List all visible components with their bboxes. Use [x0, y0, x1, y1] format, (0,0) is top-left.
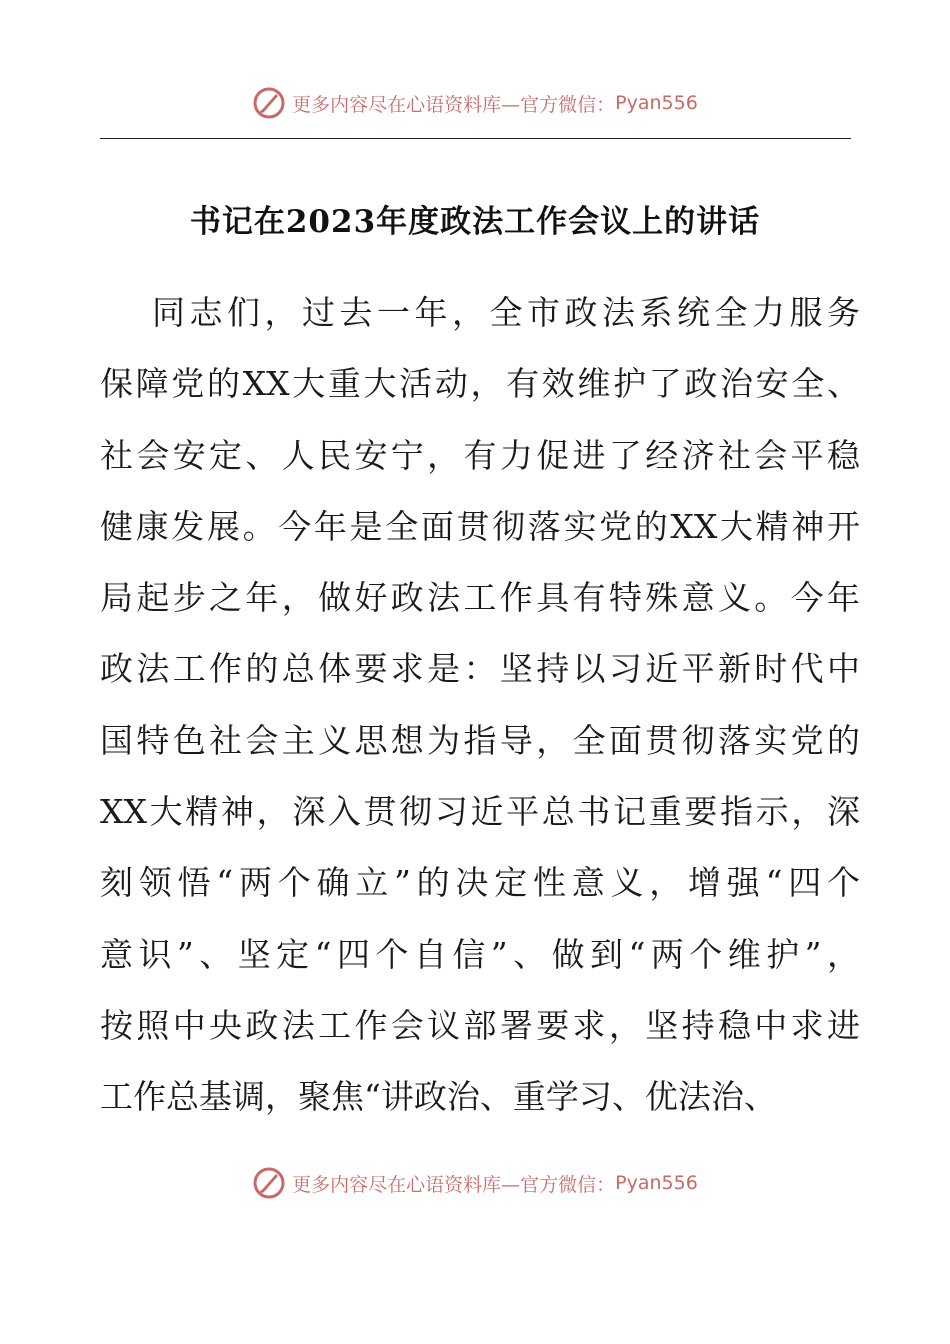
footer-watermark — [0, 1166, 950, 1200]
header-watermark — [0, 86, 950, 120]
body-line: XX大精神，深入贯彻习近平总书记重要指示，深 — [100, 792, 860, 832]
body-line: 刻领悟“两个确立”的决定性意义，增强“四个 — [100, 863, 860, 903]
quill-pen-logo-icon — [252, 1166, 286, 1200]
body-line: 意识”、坚定“四个自信”、做到“两个维护”， — [100, 934, 860, 974]
body-line: 健康发展。今年是全面贯彻落实党的XX大精神开 — [100, 506, 860, 546]
body-line: 国特色社会主义思想为指导，全面贯彻落实党的 — [100, 720, 860, 760]
watermark-text: 更多内容尽在心语资料库—官方微信： — [292, 93, 616, 116]
watermark-handle: Pyan556 — [615, 1172, 698, 1194]
quill-pen-logo-icon — [252, 86, 286, 120]
header-divider — [100, 138, 851, 139]
body-line: 社会安定、人民安宁，有力促进了经济社会平稳 — [100, 435, 860, 475]
document-body — [100, 283, 860, 1139]
body-line: 政法工作的总体要求是：坚持以习近平新时代中 — [100, 649, 860, 689]
body-line: 局起步之年，做好政法工作具有特殊意义。今年 — [100, 578, 860, 618]
body-line: 保障党的XX大重大活动，有效维护了政治安全、 — [100, 364, 860, 404]
watermark-text: 更多内容尽在心语资料库—官方微信： — [292, 1173, 616, 1196]
watermark-handle: Pyan556 — [615, 92, 698, 114]
document-title: 书记在2023年度政法工作会议上的讲话 — [189, 204, 761, 240]
body-line: 工作总基调，聚焦“讲政治、重学习、优法治、 — [100, 1077, 777, 1117]
body-line: 按照中央政法工作会议部署要求，坚持稳中求进 — [100, 1005, 860, 1045]
body-line: 同志们，过去一年，全市政法系统全力服务 — [152, 293, 860, 332]
